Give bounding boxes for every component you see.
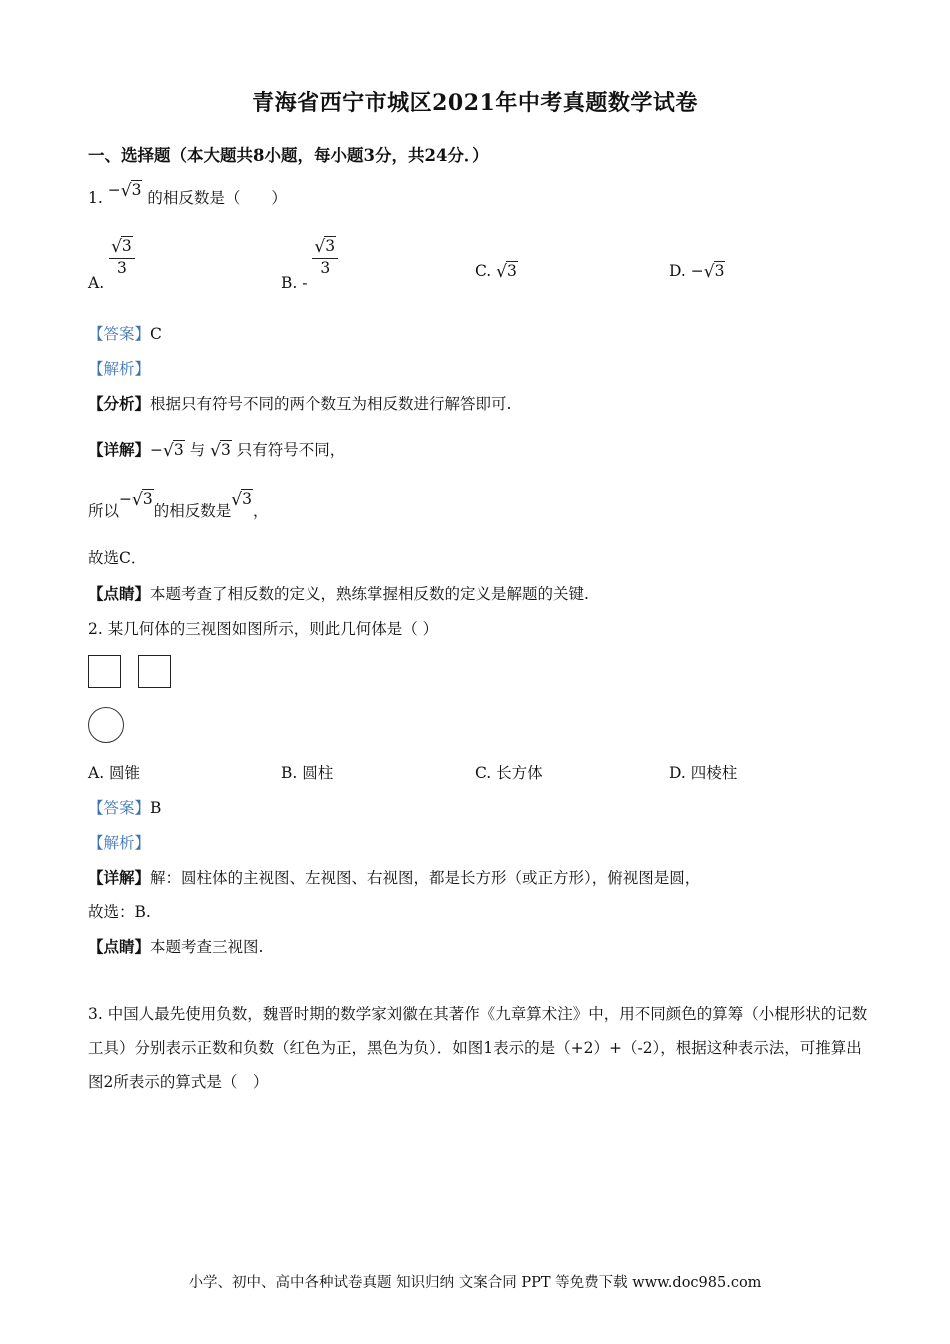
sqrt-icon: √ (496, 262, 508, 282)
q1-option-b (281, 237, 338, 292)
q2-stem: 2. 某几何体的三视图如图所示，则此几何体是（ ） (88, 620, 439, 638)
q2-option-c: C. 长方体 (475, 764, 543, 782)
fraction-denominator: 3 (320, 258, 331, 277)
neg-sign: − (690, 262, 704, 280)
option-expr (691, 262, 726, 280)
q1-option-d (669, 262, 725, 282)
front-view-square-icon (88, 655, 121, 688)
q1-dianjing (88, 582, 589, 604)
q2-answer (88, 796, 161, 818)
option-label: B. - (281, 273, 308, 292)
math-expr (231, 490, 253, 508)
detail-tag: 【详解】 (88, 868, 151, 887)
q1-option-c (475, 262, 518, 282)
suoyi-mid: 的相反数是 (153, 502, 232, 520)
sqrt-icon: √ (210, 441, 221, 461)
answer-value: B (150, 799, 162, 817)
detail-end: 只有符号不同， (236, 441, 346, 459)
neg-sign: − (119, 490, 133, 508)
q2-option-d: D. 四棱柱 (669, 764, 738, 782)
neg-sign: − (150, 441, 164, 459)
section-header: 一、选择题（本大题共8小题，每小题3分，共24分．） (88, 146, 489, 165)
detail-tag: 【详解】 (88, 440, 151, 459)
q1-detail (88, 438, 345, 461)
radicand: 3 (507, 262, 517, 280)
sqrt-icon: √ (163, 441, 174, 461)
fenxi-tag: 【分析】 (88, 394, 151, 413)
sqrt-icon: √ (120, 181, 132, 201)
radicand: 3 (121, 237, 132, 255)
option-label: D. (669, 262, 686, 280)
detail-mid: 与 (189, 441, 206, 459)
option-label: A. (88, 273, 105, 292)
suoyi-text: 所以 (88, 502, 120, 520)
q3-stem: 3. 中国人最先使用负数，魏晋时期的数学家刘徽在其著作《九章算术注》中，用不同颜色的算筹（小棍形状的记数工具）分别表示正数和负数（红色为正，黑色为负）．如图1表示的是（+2）+（-2），根据这种表示法，可推算出图2所表示的算式是（ ） (88, 1005, 868, 1091)
q1-suoyi (88, 490, 269, 522)
radicand: 3 (220, 441, 231, 459)
sqrt-icon: √ (231, 490, 243, 510)
q2-guxuan: 故选：B. (88, 903, 151, 921)
sqrt-icon: √ (703, 262, 715, 282)
dianjing-text: 本题考查了相反数的定义，熟练掌握相反数的定义是解题的关键. (150, 585, 589, 603)
math-expr (119, 490, 154, 508)
q1-number: 1. (88, 189, 103, 207)
q1-expr (108, 181, 143, 199)
fraction-numerator (312, 238, 338, 259)
q1-option-a (88, 237, 135, 292)
dianjing-tag: 【点睛】 (88, 937, 151, 956)
fenxi-text: 根据只有符号不同的两个数互为相反数进行解答即可. (150, 395, 512, 413)
answer-tag: 【答案】 (88, 799, 151, 817)
q2-detail (88, 866, 700, 888)
page-footer: 小学、初中、高中各种试卷真题 知识归纳 文案合同 PPT 等免费下载 www.doc985.com (188, 1275, 762, 1291)
q1-guxuan: 故选C． (88, 549, 147, 567)
radicand: 3 (142, 490, 153, 508)
option-expr (496, 262, 518, 280)
q2-analysis-tag: 【解析】 (88, 834, 151, 852)
q1-stem-suffix: 的相反数是（ ） (147, 189, 287, 207)
detail-text: 解：圆柱体的主视图、左视图、右视图，都是长方形（或正方形），俯视图是圆， (150, 869, 701, 887)
sqrt-icon: √ (314, 237, 326, 257)
radicand: 3 (242, 490, 252, 508)
fraction-denominator: 3 (116, 258, 127, 277)
q1-stem (88, 181, 287, 209)
math-expr (210, 441, 232, 459)
page-title: 青海省西宁市城区2021年中考真题数学试卷 (252, 90, 698, 116)
side-view-square-icon (138, 655, 171, 688)
dianjing-tag: 【点睛】 (88, 584, 151, 603)
top-view-circle-icon (88, 707, 124, 743)
sqrt-icon: √ (132, 490, 143, 510)
radicand: 3 (173, 441, 184, 459)
fraction-numerator (109, 238, 135, 259)
q2-option-b: B. 圆柱 (281, 764, 334, 782)
option-label: C. (475, 262, 492, 280)
radicand: 3 (131, 181, 142, 199)
q2-dianjing (88, 935, 263, 957)
fraction (312, 238, 338, 277)
radicand: 3 (714, 262, 725, 280)
fraction (109, 238, 135, 277)
radicand: 3 (325, 237, 336, 255)
suoyi-end: ， (252, 502, 269, 520)
q1-answer (88, 322, 162, 344)
dianjing-text: 本题考查三视图. (150, 938, 264, 956)
answer-value: C (150, 325, 162, 343)
q1-fenxi (88, 392, 511, 414)
q2-option-a: A. 圆锥 (88, 764, 141, 782)
neg-sign: − (107, 181, 121, 199)
q1-analysis-tag: 【解析】 (88, 360, 151, 378)
sqrt-icon: √ (111, 237, 122, 257)
answer-tag: 【答案】 (88, 325, 151, 343)
math-expr (150, 441, 185, 459)
